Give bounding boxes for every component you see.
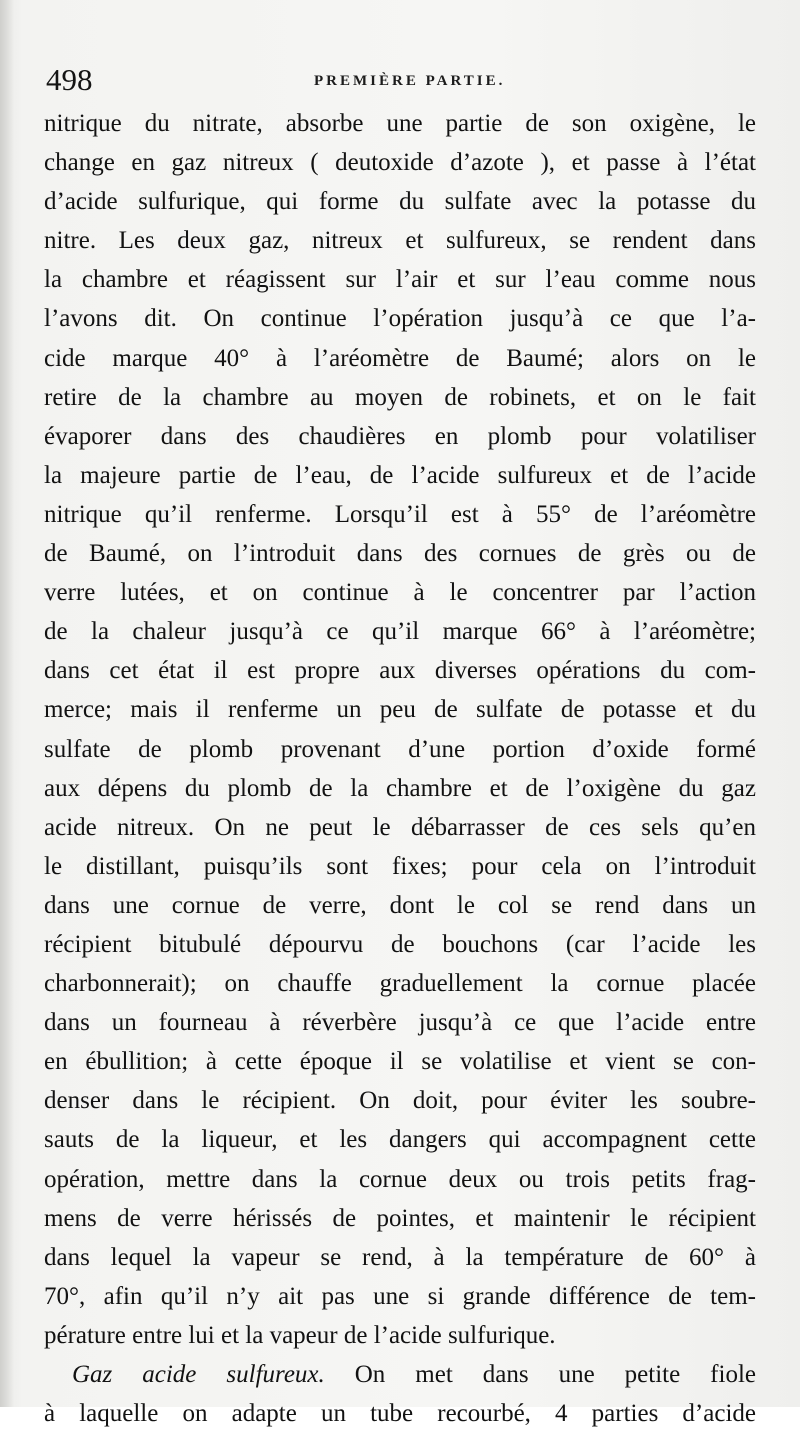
text-line: dans lequel la vapeur se rend, à la température de 60° à	[44, 1243, 756, 1271]
text-line: en ébullition; à cette époque il se volatilise et vient se con-	[44, 1048, 756, 1076]
text-line: l’avons dit. On continue l’opération jusqu’à ce que l’a-	[44, 305, 756, 333]
paragraph-last-line: pérature entre lui et la vapeur de l’acide sulfurique.	[44, 1321, 556, 1349]
page-gutter-shadow	[0, 0, 14, 1407]
text-line: sauts de la liqueur, et les dangers qui accompagnent cette	[44, 1126, 756, 1154]
text-line: retire de la chambre au moyen de robinets, et on le fait	[44, 383, 756, 411]
page-header	[44, 62, 756, 106]
text-line: sulfate de plomb provenant d’une portion d’oxide formé	[44, 735, 756, 763]
text-line: évaporer dans des chaudières en plomb pour volatiliser	[44, 422, 756, 450]
running-head: PREMIÈRE PARTIE.	[314, 73, 506, 89]
text-line: d’acide sulfurique, qui forme du sulfate avec la potasse du	[44, 188, 756, 216]
text-line: dans une cornue de verre, dont le col se rend dans un	[44, 891, 756, 919]
section-heading: Gaz acide sulfureux.	[72, 1361, 325, 1388]
text-line: de Baumé, on l’introduit dans des cornues de grès ou de	[44, 540, 756, 568]
text-line: la chambre et réagissent sur l’air et sur l’eau comme nous	[44, 266, 756, 294]
text-line: change en gaz nitreux ( deutoxide d’azote ), et passe à l’état	[44, 149, 756, 177]
text-line: opération, mettre dans la cornue deux ou trois petits frag-	[44, 1165, 756, 1193]
text-line: dans cet état il est propre aux diverses opérations du com-	[44, 657, 756, 685]
text-line: nitrique qu’il renferme. Lorsqu’il est à 55° de l’aréomètre	[44, 500, 756, 528]
text-run: On met dans une petite fiole	[324, 1361, 756, 1388]
text-line: le distillant, puisqu’ils sont fixes; pour cela on l’introduit	[44, 852, 756, 880]
text-line: cide marque 40° à l’aréomètre de Baumé; alors on le	[44, 344, 756, 372]
text-line: denser dans le récipient. On doit, pour éviter les soubre-	[44, 1087, 756, 1115]
text-line: récipient bitubulé dépourvu de bouchons (car l’acide les	[44, 930, 756, 958]
text-line: aux dépens du plomb de la chambre et de l’oxigène du gaz	[44, 774, 756, 802]
text-line: 70°, afin qu’il n’y ait pas une si grande différence de tem-	[44, 1282, 756, 1310]
text-line: acide nitreux. On ne peut le débarrasser de ces sels qu’en	[44, 813, 756, 841]
text-line: la majeure partie de l’eau, de l’acide sulfureux et de l’acide	[44, 461, 756, 489]
text-line: à laquelle on adapte un tube recourbé, 4 parties d’acide	[44, 1400, 756, 1428]
text-line: nitre. Les deux gaz, nitreux et sulfureux, se rendent dans	[44, 227, 756, 255]
page-number: 498	[46, 62, 93, 97]
body-text	[44, 104, 756, 1433]
text-line: nitrique du nitrate, absorbe une partie de son oxigène, le	[44, 110, 756, 137]
text-line: charbonnerait); on chauffe graduellement la cornue placée	[44, 970, 756, 998]
text-line: merce; mais il renferme un peu de sulfate de potasse et du	[44, 696, 756, 724]
text-line: mens de verre hérissés de pointes, et maintenir le récipient	[44, 1204, 756, 1232]
text-line: de la chaleur jusqu’à ce qu’il marque 66° à l’aréomètre;	[44, 618, 756, 646]
text-line: verre lutées, et on continue à le concentrer par l’action	[44, 579, 756, 607]
text-line: dans un fourneau à réverbère jusqu’à ce que l’acide entre	[44, 1009, 756, 1037]
paragraph-first-line	[44, 1355, 756, 1394]
